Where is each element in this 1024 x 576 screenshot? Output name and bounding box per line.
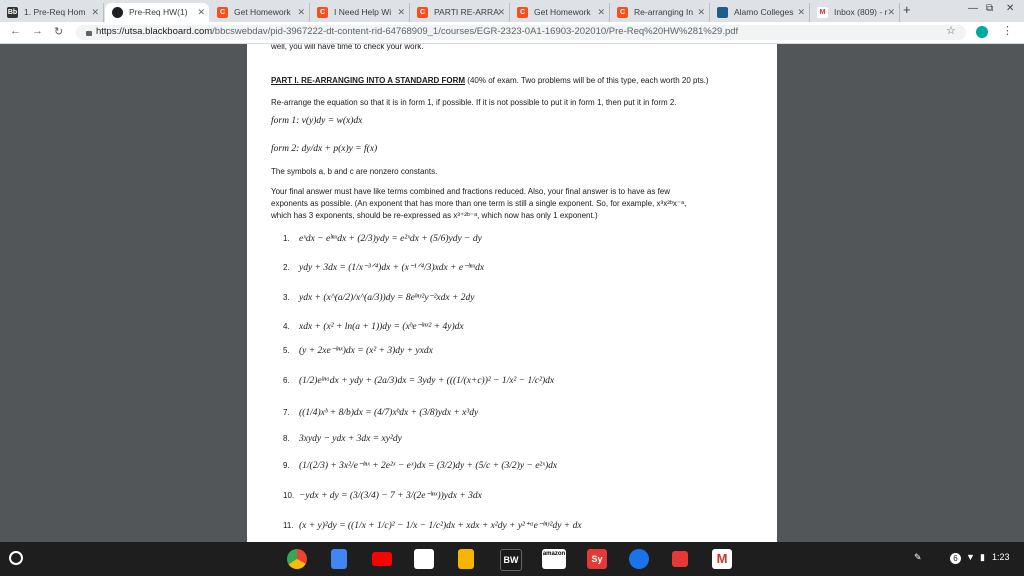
- final-answer-line-1: Your final answer must have like terms combined and fractions reduced. Also, your final answer is to have as few: [271, 187, 671, 196]
- problem-equation: (1/(2/3) + 3x²/e⁻ˡⁿˣ + 2e²ˣ − eˣ)dx = (3/2)dy + (5/c + (3/2)y − e²ˣ)dx: [299, 461, 558, 471]
- close-icon[interactable]: ✕: [887, 7, 895, 17]
- slides-icon[interactable]: [458, 549, 474, 569]
- chegg-icon: C: [417, 7, 428, 18]
- problem-7: 7. ((1/4)xᵇ + 8/b)dx = (4/7)xᵇdx + (3/8)ydx + x³dy: [283, 408, 479, 418]
- tab-label: 1. Pre-Req Hom: [24, 7, 86, 17]
- chegg-icon: C: [517, 7, 528, 18]
- problem-4: 4. xdx + (x² + ln(a + 1))dy = (xᵇe⁻ˡⁿˣ² + 4y)dx: [283, 322, 464, 332]
- close-window-icon[interactable]: ✕: [1006, 3, 1015, 14]
- close-icon[interactable]: ✕: [497, 7, 505, 17]
- instruction-text: Re-arrange the equation so that it is in form 1, if possible. If it is not possible to put it in form 1, then put it in form 2.: [271, 98, 677, 107]
- lock-icon: [86, 31, 92, 36]
- menu-icon[interactable]: ⋮: [1002, 25, 1013, 37]
- url-text: [96, 26, 738, 37]
- problem-equation: 3xydy − ydx + 3dx = xy²dy: [299, 434, 402, 444]
- problem-equation: ((1/4)xᵇ + 8/b)dx = (4/7)xᵇdx + (3/8)ydx + x³dy: [299, 408, 479, 418]
- play-store-icon[interactable]: [414, 549, 434, 569]
- problem-3: 3. ydx + (x^(a/2)/x^(a/3))dy = 8eˡⁿʸ²y⁻²xdx + 2dy: [283, 293, 475, 303]
- docs-icon[interactable]: [331, 549, 347, 569]
- tab-label: I Need Help Wi: [334, 7, 392, 17]
- problem-1: 1. eˣdx − eˡⁿˣdx + (2/3)ydy = e²ˣdx + (5/6)ydy − dy: [283, 234, 482, 244]
- amazon-icon[interactable]: amazon: [542, 549, 566, 569]
- gmail-icon[interactable]: M: [712, 549, 732, 569]
- forward-icon[interactable]: →: [32, 25, 43, 37]
- problem-5: 5. (y + 2xe⁻ˡⁿˣ)dx = (x² + 3)dy + yxdx: [283, 346, 433, 356]
- browser-toolbar: [0, 22, 1024, 44]
- pdf-page: [247, 44, 777, 542]
- intro-text: well, you will have time to check your work.: [271, 44, 424, 51]
- url-path: /bbcswebdav/pid-3967222-dt-content-rid-64768909_1/courses/EGR-2323-0A1-16903-202010/Pre-Req%20HW%281%29.pdf: [212, 26, 739, 37]
- sy-app-icon[interactable]: Sy: [587, 549, 607, 569]
- tab-part-i-rearranging[interactable]: [410, 3, 510, 22]
- tab-label: Get Homework: [534, 7, 591, 17]
- globe-icon: [112, 7, 123, 18]
- heading-title: PART I. RE-ARRANGING INTO A STANDARD FORM: [271, 76, 466, 85]
- problem-equation: ydx + (x^(a/2)/x^(a/3))dy = 8eˡⁿʸ²y⁻²xdx + 2dy: [299, 293, 475, 303]
- problem-equation: ydy + 3dx = (1/x⁻³ᐟ⁴)dx + (x⁻¹ᐟ⁴/3)xdx + e⁻ˡⁿˣdx: [299, 263, 485, 273]
- tab-pre-req-hw[interactable]: [105, 3, 209, 22]
- problem-6: 6. (1/2)eˡⁿᵃdx + ydy + (2a/3)dx = 3ydy + (((1/(x+c))² − 1/x² − 1/c²)dx: [283, 376, 555, 386]
- tab-label: Pre-Req HW(1): [129, 7, 188, 17]
- launcher-icon[interactable]: [9, 551, 23, 565]
- pdf-viewer[interactable]: [0, 44, 1024, 542]
- tab-label: Get Homework: [234, 7, 291, 17]
- screenshot-icon[interactable]: [672, 551, 688, 567]
- battery-icon[interactable]: ▮: [980, 552, 985, 562]
- close-icon[interactable]: ✕: [297, 7, 305, 17]
- url-host: https://utsa.blackboard.com: [96, 26, 213, 37]
- problem-equation: −ydx + dy = (3/(3/4) − 7 + 3/(2e⁻ˡⁿˣ))ydx + 3dx: [299, 491, 482, 501]
- tab-inbox[interactable]: [810, 3, 900, 22]
- blackboard-icon: Bb: [7, 9, 18, 16]
- tab-alamo-colleges[interactable]: [710, 3, 810, 22]
- back-icon[interactable]: ←: [10, 25, 21, 37]
- notification-badge[interactable]: 6: [950, 553, 961, 564]
- minimize-icon[interactable]: —: [968, 3, 978, 14]
- youtube-icon[interactable]: [372, 552, 392, 566]
- problem-equation: (x + y)²dy = ((1/x + 1/c)² − 1/x − 1/c²)dx + xdx + x²dy + y²⁺ᵃe⁻ˡⁿʸ²dy + dx: [299, 521, 582, 531]
- problem-2: 2. ydy + 3dx = (1/x⁻³ᐟ⁴)dx + (x⁻¹ᐟ⁴/3)xdx + e⁻ˡⁿˣdx: [283, 263, 485, 273]
- reload-icon[interactable]: ↻: [54, 26, 64, 38]
- problem-equation: eˣdx − eˡⁿˣdx + (2/3)ydy = e²ˣdx + (5/6)ydy − dy: [299, 234, 482, 244]
- tab-get-homework-2[interactable]: [510, 3, 610, 22]
- problem-equation: (1/2)eˡⁿᵃdx + ydy + (2a/3)dx = 3ydy + (((1/(x+c))² − 1/x² − 1/c²)dx: [299, 376, 555, 386]
- close-icon[interactable]: ✕: [397, 7, 405, 17]
- problem-10: 10. −ydx + dy = (3/(3/4) − 7 + 3/(2e⁻ˡⁿˣ))ydx + 3dx: [283, 491, 482, 501]
- new-tab-button[interactable]: +: [903, 2, 911, 17]
- bw-app-icon[interactable]: BW: [500, 549, 522, 571]
- tab-pre-req-home[interactable]: [0, 3, 104, 22]
- form-2: form 2: dy/dx + p(x)y = f(x): [271, 144, 378, 154]
- messages-icon[interactable]: [629, 549, 649, 569]
- symbols-text: The symbols a, b and c are nonzero constants.: [271, 167, 438, 176]
- tab-label: Inbox (809) - r: [834, 7, 888, 17]
- tab-get-homework[interactable]: [210, 3, 310, 22]
- restore-icon[interactable]: ⧉: [986, 3, 994, 14]
- alamo-colleges-icon: [717, 7, 728, 18]
- tab-label: Re-arranging In: [634, 7, 694, 17]
- clock[interactable]: 1:23: [992, 552, 1010, 562]
- final-answer-line-2: exponents as possible. (An exponent that has more than one term is still a single exponent. So, for example, x³x²ᵇx⁻ᵃ,: [271, 199, 687, 208]
- tab-rearranging-in[interactable]: [610, 3, 710, 22]
- close-icon[interactable]: ✕: [797, 7, 805, 17]
- taskbar: [0, 542, 1024, 576]
- gmail-icon: M: [817, 7, 828, 18]
- stylus-icon[interactable]: ✎: [914, 552, 922, 562]
- chegg-icon: C: [217, 7, 228, 18]
- final-answer-line-3: which has 3 exponents, should be re-expressed as x³⁺²ᵇ⁻ᵃ, which now has only 1 exponent.): [271, 211, 598, 220]
- problem-equation: (y + 2xe⁻ˡⁿˣ)dx = (x² + 3)dy + yxdx: [299, 346, 433, 356]
- bookmark-star-icon[interactable]: ☆: [946, 25, 956, 37]
- problem-11: 11. (x + y)²dy = ((1/x + 1/c)² − 1/x − 1/c²)dx + xdx + x²dy + y²⁺ᵃe⁻ˡⁿʸ²dy + dx: [283, 521, 582, 531]
- chegg-icon: C: [617, 7, 628, 18]
- wifi-icon[interactable]: ▼: [966, 552, 975, 562]
- tab-label: Alamo Colleges: [734, 7, 794, 17]
- close-icon[interactable]: ✕: [597, 7, 605, 17]
- heading-tail: (40% of exam. Two problems will be of this type, each worth 20 pts.): [465, 76, 709, 85]
- tab-i-need-help[interactable]: [310, 3, 410, 22]
- address-bar[interactable]: [76, 25, 966, 40]
- close-icon[interactable]: ✕: [697, 7, 705, 17]
- close-icon[interactable]: ✕: [91, 7, 99, 17]
- chrome-icon[interactable]: [287, 549, 307, 569]
- tab-strip: [0, 0, 1024, 22]
- extension-icon[interactable]: [976, 26, 988, 38]
- problem-8: 8. 3xydy − ydx + 3dx = xy²dy: [283, 434, 402, 444]
- close-icon[interactable]: ✕: [197, 7, 205, 17]
- form-1: form 1: v(y)dy = w(x)dx: [271, 116, 363, 126]
- part-heading: [271, 75, 709, 86]
- chegg-icon: C: [317, 7, 328, 18]
- problem-9: 9. (1/(2/3) + 3x²/e⁻ˡⁿˣ + 2e²ˣ − eˣ)dx = (3/2)dy + (5/c + (3/2)y − e²ˣ)dx: [283, 461, 558, 471]
- tab-label: PARTI RE-ARRA: [434, 7, 499, 17]
- problem-equation: xdx + (x² + ln(a + 1))dy = (xᵇe⁻ˡⁿˣ² + 4y)dx: [299, 322, 464, 332]
